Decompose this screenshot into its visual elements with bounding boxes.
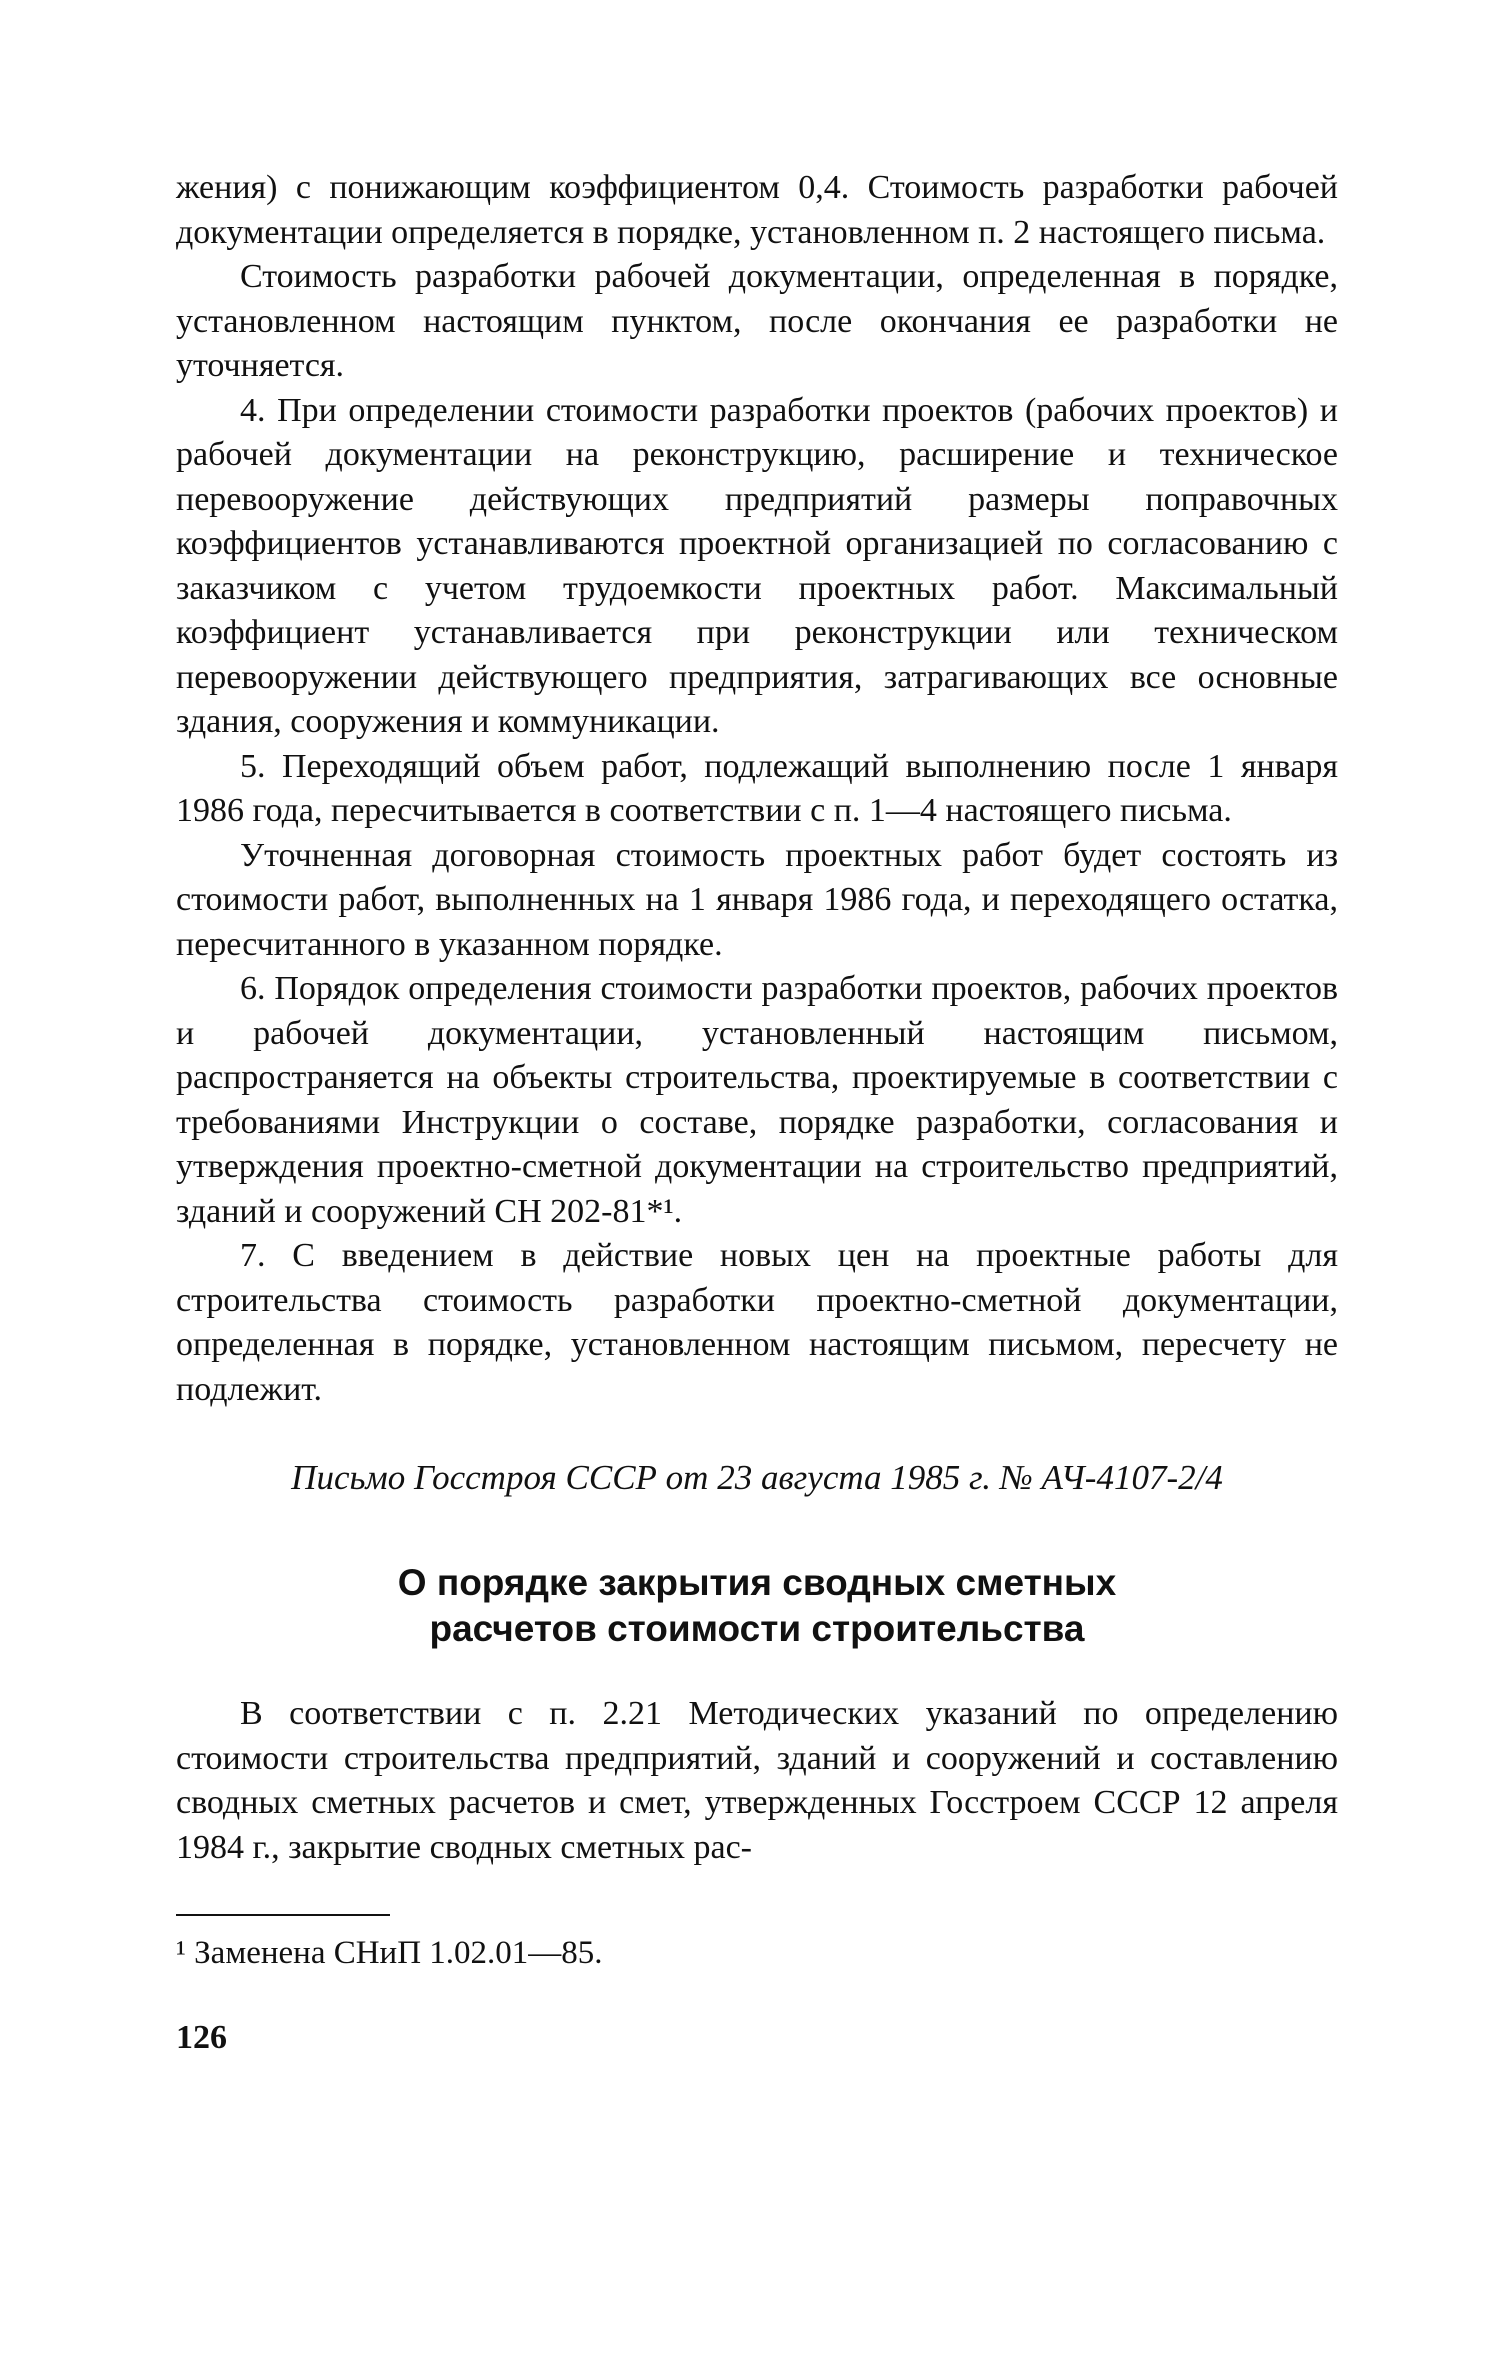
section-paragraph: В соответствии с п. 2.21 Методических указаний по определению стоимости строительства предприятий, зданий и сооружений и составлению сводных сметных расчетов и смет, утвержденных Госстроем СССР 12 апреля 1984 г., закрытие сводных сметных рас-	[176, 1695, 1338, 1866]
paragraph-item-7: 7. С введением в действие новых цен на проектные работы для строительства стоимость разработки проектно-сметной документации, определенная в порядке, установленном настоящим письмом, пересчету не подлежит.	[176, 1237, 1338, 1408]
footnote-divider	[176, 1914, 390, 1916]
page-number: 126	[176, 2019, 227, 2056]
letter-reference: Письмо Госстроя СССР от 23 августа 1985 г. № АЧ-4107-2/4	[291, 1458, 1223, 1497]
paragraph-continuation: жения) с понижающим коэффициентом 0,4. Стоимость разработки рабочей документации определяется в порядке, установленном п. 2 настоящего письма.	[176, 169, 1338, 251]
section-title-line-1: О порядке закрытия сводных сметных	[397, 1562, 1117, 1603]
paragraph-item-6: 6. Порядок определения стоимости разработки проектов, рабочих проектов и рабочей документации, установленный настоящим письмом, распространяется на объекты строительства, проектируемые в соответствии с требованиями Инструкции о составе, порядке разработки, согласования и утверждения проектно-сметной документации на строительство предприятий, зданий и сооружений СН 202-81*¹.	[176, 970, 1338, 1230]
section-title-line-2: расчетов стоимости строительства	[429, 1608, 1085, 1649]
footnote: ¹ Заменена СНиП 1.02.01—85.	[176, 1935, 603, 1971]
paragraph-refined-cost: Уточненная договорная стоимость проектных работ будет состоять из стоимости работ, выполненных на 1 января 1986 года, и переходящего остатка, пересчитанного в указанном порядке.	[176, 836, 1338, 963]
paragraph-cost-not-refined: Стоимость разработки рабочей документации, определенная в порядке, установленном настоящим пунктом, после окончания ее разработки не уточняется.	[176, 258, 1338, 384]
section-title	[176, 1560, 1338, 1652]
document-page	[176, 166, 1338, 2060]
paragraph-item-4: 4. При определении стоимости разработки проектов (рабочих проектов) и рабочей документации на реконструкцию, расширение и техническое перевооружение действующих предприятий размеры поправочных коэффициентов устанавливаются проектной организацией по согласованию с заказчиком с учетом трудоемкости проектных работ. Максимальный коэффициент устанавливается при реконструкции или техническом перевооружении действующего предприятия, затрагивающих все основные здания, сооружения и коммуникации.	[176, 391, 1338, 740]
paragraph-item-5: 5. Переходящий объем работ, подлежащий выполнению после 1 января 1986 года, пересчитывается в соответствии с п. 1—4 настоящего письма.	[176, 747, 1338, 829]
